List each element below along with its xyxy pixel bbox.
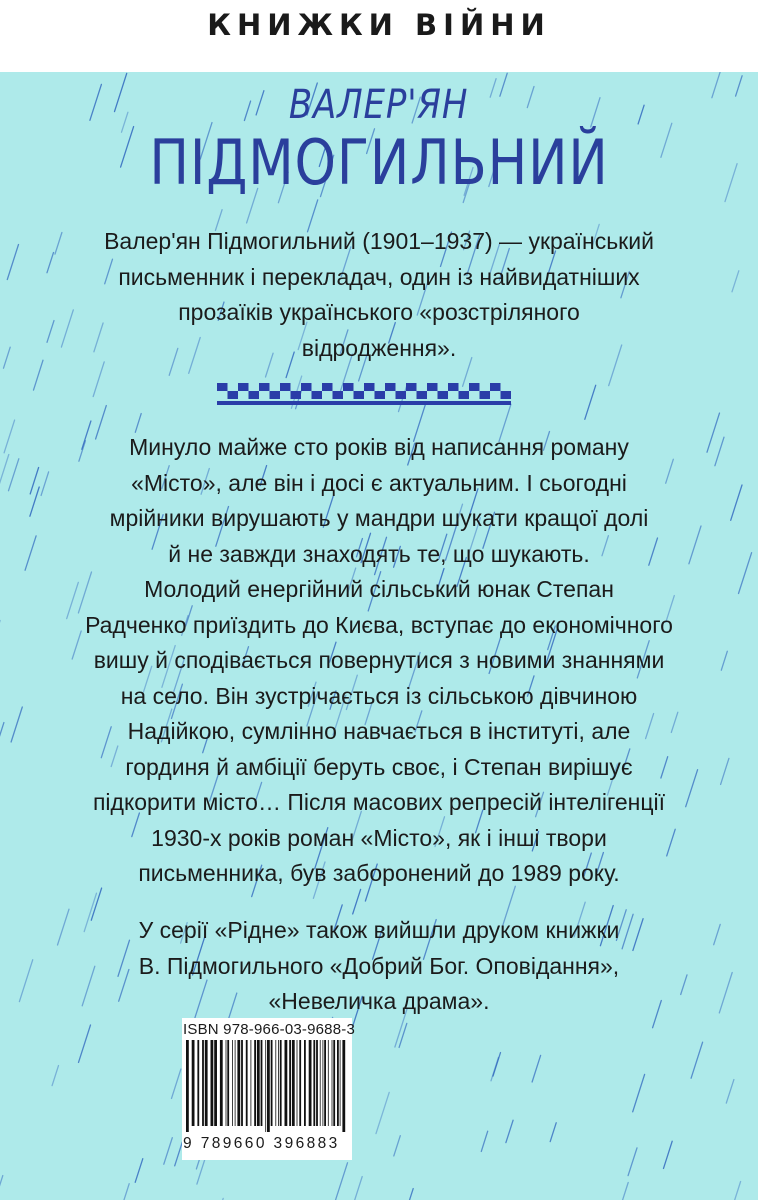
barcode-bar xyxy=(237,1040,240,1126)
barcode-bar xyxy=(261,1040,263,1126)
divider-square xyxy=(480,391,491,399)
divider-square xyxy=(385,383,396,391)
rain-streak xyxy=(79,1025,91,1062)
divider-square xyxy=(217,383,228,391)
divider-square xyxy=(469,383,480,391)
rain-streak xyxy=(52,1066,58,1086)
barcode-bar xyxy=(267,1040,270,1132)
rain-streak xyxy=(617,1183,629,1200)
author-bio xyxy=(0,224,758,366)
divider-square xyxy=(364,383,375,391)
rain-streak xyxy=(164,1138,173,1165)
rain-streak xyxy=(172,1069,181,1098)
divider-square xyxy=(459,391,470,399)
description-line: Радченко приїздить до Києва, вступає до економічного xyxy=(85,611,673,638)
bio-line: Валер'ян Підмогильний (1901–1937) — український xyxy=(104,228,654,254)
series-note-line: У серії «Рідне» також вийшли друком книжки xyxy=(138,917,620,943)
author-name xyxy=(0,82,758,199)
rain-streak xyxy=(585,385,596,419)
divider-square xyxy=(354,391,365,399)
barcode-bar xyxy=(323,1040,324,1126)
divider-square xyxy=(417,391,428,399)
divider-square xyxy=(238,383,249,391)
divider-square xyxy=(249,391,260,399)
barcode-bar xyxy=(214,1040,217,1126)
bio-line: відродження». xyxy=(301,334,457,361)
barcode-bar xyxy=(337,1040,339,1126)
barcode-bar xyxy=(333,1040,335,1126)
series-title: КНИЖКИ ВІЙНИ xyxy=(207,8,551,42)
description-line: мрійники вирушають у мандри шукати кращої долі xyxy=(109,505,649,531)
rain-streak xyxy=(628,1148,637,1176)
divider-square xyxy=(396,391,407,399)
barcode-bar xyxy=(254,1040,256,1126)
rain-streak xyxy=(335,1163,348,1200)
author-last-name: ПІДМОГИЛЬНИЙ xyxy=(149,126,609,199)
rain-streak xyxy=(349,1177,362,1200)
barcode-bar xyxy=(275,1040,276,1126)
barcode-bar xyxy=(292,1040,295,1126)
barcode-bar xyxy=(328,1040,329,1126)
divider-square xyxy=(375,391,386,399)
rain-streak xyxy=(733,1182,741,1200)
rain-streak xyxy=(491,1058,498,1081)
divider-square xyxy=(270,391,281,399)
barcode-digits: 9 789660 396883 xyxy=(183,1135,340,1152)
barcode-bar xyxy=(186,1040,189,1132)
rain-streak xyxy=(93,362,104,397)
barcode-bar xyxy=(304,1040,306,1126)
barcode-bar xyxy=(226,1040,227,1126)
divider-square xyxy=(448,383,459,391)
divider-square xyxy=(343,383,354,391)
description-line: гординя й амбіції беруть своє, і Степан вирішує xyxy=(125,753,633,780)
divider-square xyxy=(228,391,239,399)
author-first-name: ВАЛЕР'ЯН xyxy=(289,82,469,128)
rain-streak xyxy=(0,1176,3,1200)
barcode-bar xyxy=(220,1040,223,1126)
divider-square xyxy=(322,383,333,391)
barcode xyxy=(184,1040,350,1132)
divider-square xyxy=(427,383,438,391)
description-line: Минуло майже сто років від написання роману xyxy=(129,434,629,460)
bio-line: письменник і перекладач, один із найвидатніших xyxy=(118,263,640,290)
rain-streak xyxy=(550,1123,556,1142)
divider-square xyxy=(490,383,501,391)
barcode-bar xyxy=(278,1040,279,1126)
rain-streak xyxy=(403,1189,414,1200)
divider-square xyxy=(312,391,323,399)
barcode-bar xyxy=(342,1040,345,1132)
barcode-bar xyxy=(289,1040,291,1126)
divider-square xyxy=(259,383,270,391)
divider-square xyxy=(301,383,312,391)
barcode-bar xyxy=(297,1040,298,1126)
barcode-bar xyxy=(246,1040,248,1126)
description-line: й не завжди знаходять те, що шукають. xyxy=(168,540,590,567)
description-line: письменника, був заборонений до 1989 року. xyxy=(138,860,620,886)
barcode-bar xyxy=(235,1040,236,1126)
barcode-bar xyxy=(340,1040,341,1126)
barcode-bar xyxy=(197,1040,199,1126)
rain-streak xyxy=(633,1074,645,1111)
divider-square xyxy=(501,391,512,399)
barcode-bar xyxy=(271,1040,273,1126)
barcode-bar xyxy=(257,1040,260,1126)
divider-square xyxy=(280,383,291,391)
decorative-checker-divider xyxy=(217,383,511,405)
divider-square xyxy=(438,391,449,399)
barcode-bar xyxy=(241,1040,243,1126)
rain-streak xyxy=(120,1184,129,1200)
barcode-bar xyxy=(232,1040,233,1126)
rain-streak xyxy=(399,1023,407,1047)
barcode-bar xyxy=(324,1040,326,1126)
rain-streak xyxy=(532,1055,541,1082)
series-note-line: «Невеличка драма». xyxy=(268,988,490,1014)
rain-streak xyxy=(135,1159,143,1183)
rain-streak xyxy=(664,1141,673,1168)
barcode-bar xyxy=(316,1040,318,1126)
description-line: Молодий енергійний сільський юнак Степан xyxy=(144,576,614,602)
series-banner xyxy=(0,0,758,72)
description-line: підкорити місто… Після масових репресій інтелігенції xyxy=(92,789,666,815)
barcode-bar xyxy=(332,1040,333,1126)
description-line: Надійкою, сумлінно навчається в інституті, але xyxy=(127,718,631,744)
barcode-bar xyxy=(313,1040,315,1126)
barcode-bar xyxy=(211,1040,214,1126)
rain-streak xyxy=(691,1042,703,1078)
barcode-bar xyxy=(285,1040,288,1126)
barcode-bar xyxy=(192,1040,195,1126)
rain-streak xyxy=(353,889,361,914)
rain-streak xyxy=(394,1136,401,1156)
barcode-bar xyxy=(309,1040,312,1126)
divider-square xyxy=(333,391,344,399)
bio-line: прозаїків українського «розстріляного xyxy=(178,299,580,325)
book-description xyxy=(0,430,758,892)
divider-base-line xyxy=(217,401,511,405)
barcode-bar xyxy=(265,1040,266,1132)
rain-streak xyxy=(376,1092,389,1133)
isbn-label: ISBN 978-966-03-9688-3 xyxy=(183,1021,356,1038)
rain-streak xyxy=(481,1131,487,1151)
series-note-line: В. Підмогильного «Добрий Бог. Оповідання», xyxy=(138,952,620,979)
description-line: вишу й сподівається повернутися з новими знаннями xyxy=(93,647,665,673)
rain-streak xyxy=(726,1080,734,1104)
barcode-bar xyxy=(202,1040,204,1126)
barcode-bar xyxy=(299,1040,301,1126)
series-note xyxy=(0,913,758,1020)
barcode-bar xyxy=(320,1040,321,1126)
divider-square xyxy=(291,391,302,399)
rain-streak xyxy=(506,1120,513,1142)
description-line: 1930-х років роман «Місто», як і інші твори xyxy=(151,824,607,851)
divider-square xyxy=(406,383,417,391)
barcode-bar xyxy=(251,1040,252,1126)
barcode-bar xyxy=(205,1040,208,1126)
barcode-bar xyxy=(280,1040,282,1126)
barcode-bar xyxy=(227,1040,229,1126)
description-line: на село. Він зустрічається із сільською дівчиною xyxy=(120,682,638,709)
description-line: «Місто», але він і досі є актуальним. І сьогодні xyxy=(131,469,627,496)
